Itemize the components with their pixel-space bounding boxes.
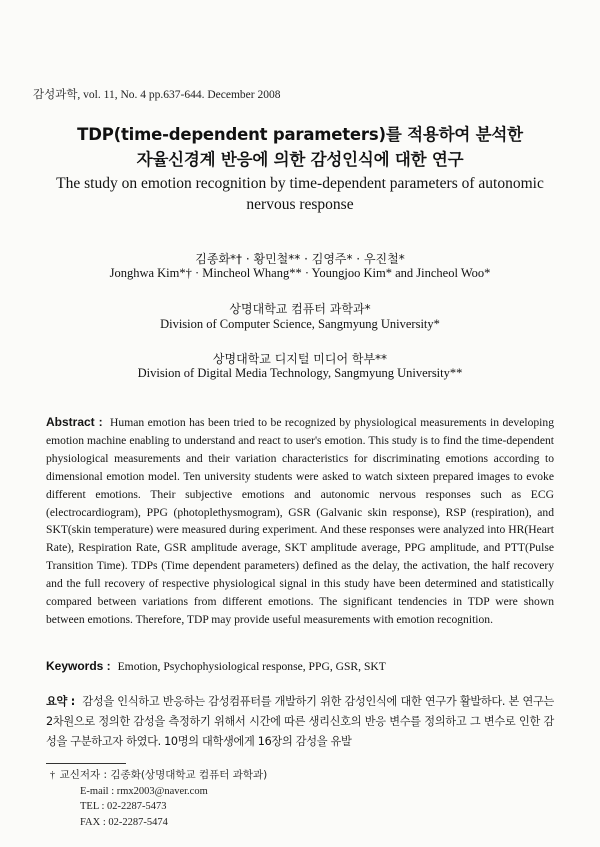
- footnote-fax: FAX : 02-2287-5474: [80, 816, 168, 828]
- footnote-tel: TEL : 02-2287-5473: [80, 801, 167, 812]
- title-korean-line-2: 자율신경계 반응에 의한 감성인식에 대한 연구: [136, 150, 464, 169]
- title-english: [40, 173, 560, 215]
- title-korean-line-1: TDP(time-dependent parameters)를 적용하여 분석한: [77, 125, 523, 144]
- korean-abstract-text: 감성을 인식하고 반응하는 감성컴퓨터를 개발하기 위한 감성인식에 대한 연구가 활발하다. 본 연구는 2차원으로 정의한 감성을 측정하기 위해서 시간에 따른 생리신호의 반응 변수를 정의하고 그 변수로 인한 감성을 구분하고자 하였다. 10명의 대학생에게 16장의 감성을 유발: [46, 695, 554, 748]
- journal-citation: 감성과학, vol. 11, No. 4 pp.637-644. December 2008: [33, 89, 281, 101]
- footnote-corresponding-author: [50, 768, 267, 784]
- title-english-line-1: The study on emotion recognition by time-dependent parameters of autonomic: [56, 175, 544, 192]
- authors-korean: 김종화*† · 황민철** · 김영주* · 우진철*: [195, 252, 405, 266]
- dagger-mark: †: [50, 770, 55, 781]
- footnote-divider: [46, 763, 126, 764]
- affiliation-1-korean: 상명대학교 컴퓨터 과학과*: [229, 302, 371, 316]
- footnote: [50, 768, 267, 830]
- affiliation-1-english: Division of Computer Science, Sangmyung University*: [160, 317, 440, 331]
- abstract-label: Abstract :: [46, 415, 103, 429]
- affiliation-2-english: Division of Digital Media Technology, Sangmyung University**: [137, 366, 463, 380]
- footnote-email: E-mail : rmx2003@naver.com: [80, 785, 208, 797]
- korean-abstract-label: 요약 :: [46, 695, 75, 708]
- keywords-label: Keywords :: [46, 659, 111, 673]
- corresponding-author-text: 교신저자 : 김종화(상명대학교 컴퓨터 과학과): [59, 769, 268, 781]
- affiliation-2-korean: 상명대학교 디지털 미디어 학부**: [212, 352, 388, 366]
- keywords-text: Emotion, Psychophysiological response, PPG, GSR, SKT: [117, 660, 386, 673]
- authors-english: Jonghwa Kim*† · Mincheol Whang** · Youngjoo Kim* and Jincheol Woo*: [109, 266, 491, 280]
- keywords-block: [46, 659, 554, 673]
- abstract-text: Human emotion has been tried to be recognized by physiological measurements in developing emotion machine enabling to understand and react to user's emotion. This study is to find the time-dependent physiological measurements and their variation characteristics for discriminating emotions according to dimensional emotion model. Ten university students were asked to watch sixteen prepared images to evoke different emotions. Their subjective emotions and autonomic nervous responses such as ECG (electrocardiogram), PPG (photoplethysmogram), GSR (Galvanic skin response), RSP (respiration), and SKT(skin temperature) were measured during experiment. And these responses were analyzed into HR(Heart Rate), Respiration Rate, GSR amplitude average, SKT amplitude average, PPG amplitude, and PTT(Pulse Transition Time). TDPs (Time dependent parameters) defined as the delay, the activation, the half recovery and the full recovery of respective physiological signal in this study have been determined and statistically compared between variations from different emotions. The significant tendencies in TDP were shown between emotions. Therefore, TDP may provide useful measurements with emotion recognition.: [46, 416, 554, 626]
- korean-abstract-block: [46, 692, 554, 752]
- abstract-block: [46, 414, 554, 629]
- title-english-line-2: nervous response: [246, 196, 354, 213]
